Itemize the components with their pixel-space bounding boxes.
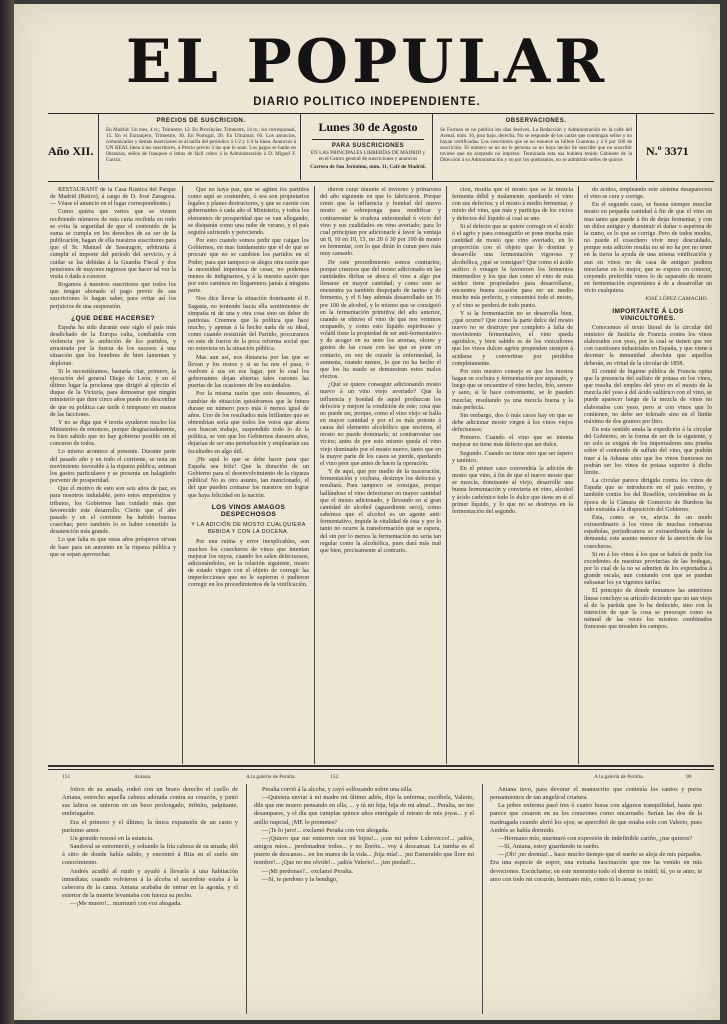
paragraph: Rogamos á nuestros suscritores que todos los que tengan abonado el pago previo de sus suscriciones lo hagan saber, para evitar así los perjuicios de una suspensión. xyxy=(50,282,176,310)
section-heading: ¿QUE DEBE HACERSE? xyxy=(71,314,155,322)
article-column-5 xyxy=(584,187,712,763)
paragraph: En el primer caso convendría la adición de mosto que vino, á fin de que el nuevo mosto que se mezcla, dominante al viejo, desarrolle una buena fermentación y convierta en vino, alcohol y ácido carbónico todo lo dulce que tiene en sí el primer líquido, y lo que no se destruya en la fermentación del segundo. xyxy=(452,465,573,515)
column-rule xyxy=(314,186,315,764)
paragraph: Esta, como se ve, afecta de un modo extraordinario á los vinos de muchas comarcas españolas, perjudicamos se extraordinaria dañe la demanda; este asunto merece de la atención de los cosecheros. xyxy=(584,514,712,550)
paragraph: Como quiera que varios que se vienen recibiendo números de esta carta recibida en todo se evita la seguridad de que el contenido de la suma se cumpla en los derechos de su ser de la publicación, hagan de ella nuestros suscritores para que el Sr. Manuel de Sasaragon, arbitraria á cumplir el importe del período del servicio, y á cuidar se las debidas á la Guardia Fiscal y dos pensiones de mayores ingresos que hacer tal vez la visita ó dada á conocer. xyxy=(50,209,176,280)
observations-heading: OBSERVACIONES. xyxy=(505,118,567,124)
article-column-4 xyxy=(452,187,573,763)
folletin-column-2 xyxy=(254,786,474,1016)
observations-text: Se Forman se no publica los días festivos. La Redacción y Administración en la calle del Arenal, núm. 16, piso bajo, derecha. No se responde de los cartas que contengan sellos y no hayan certificadas. Los suscritores que se no renueve su billete Cuarenta y á 6 por 100 de suscrición. El número se no no le persona se no haya hecho Se suscribe que no suscribir tuviese que no aceptado no impreso. Terminada esta esa hubiera tenido Gabinete de la Dirección á su Administración y no por los quebrantos, no se admitirán sellos de quince. xyxy=(440,127,632,163)
paragraph: Nos dice llevar la situación dominante el P. Sagasta, no teniendo hacia ella sentimientos de simpatía ni de una y otra cosa sino un deber de patriotas. Creemos que la política que hace mucho, y apenas á la hecho nada de su ideal, como cuando resistirán del Partido, procuramos en este de fueros de la poca reforma social que no estuviera en la situación pública. xyxy=(188,296,309,353)
issue-number: N.º 3371 xyxy=(646,144,689,158)
paragraph: Era el primero y el último; la única expansión de un casto y purísimo amor. xyxy=(62,818,238,834)
paragraph: Y de aquí, que por medio de la maceración, fermentación y cochura, destruye los defectos y resultará. Para tampoco se consigue, porque hallándose el vino defectuoso en mayor cantidad que el mosto adicionado, y llevando en sí gran cantidad de alcohol (aguardiente seco), como sabemos que el alcohol es un agente anti-fermentativo, impide la vitalidad de ésta y por lo tanto no ocurre la transformación que se espera, del sin por lo menos la fermentación no sería tan regular como la alcohólica, pues dará más mal que bien, precisamente al contrario. xyxy=(320,469,441,554)
paragraph: Lo mismo acontece al presente. Durante parte del pasado año y en todo el corriente, se nota un movimiento favorable á la riqueza pública; animan los gastos particulares y se presenta un halagüeño porvenir de prosperidad. xyxy=(50,449,176,485)
paragraph: Primero. Cuando el vino que se intenta mejorar no tiene más defecto que ser dulce. xyxy=(452,435,573,449)
paragraph: La pobre enferma pasó tres ó cuatro horas con algunos tranquilidad, hasta que parece que cesaron en su los corazones como encarnado. Serían las dos de la madrugada cuando abrió los ojos; se apercibió de que estaba solo con Valerio, pues Andrés se había dormido. xyxy=(490,802,702,834)
address-text: Carrera de San Jerónimo, núm. 11, Café de Madrid. xyxy=(310,164,426,170)
paragraph: cion, resulta que el mosto que se le mezcla fermenta débil y malamente, quedando el vino con sus defectos; y el mosto á medio fermentar, y mixto del vino, que más y participa de los vicios y defectos del líquido al cual se une. xyxy=(452,187,573,222)
paragraph: Que no haya paz, que se agiten los partidos como aquí se costumbre, ó sea son propietarios legales y planes destructores, y que se cuente con gobernantes á cada año el Ministerio, y todos los elementos de prosperidad que se van allegando, se disiparán como una nube de verano, y el país seguirá sufriendo y pereciendo. xyxy=(188,187,309,236)
paragraph: —¡Te lo juro!... exclamó Peralta con voz ahogada. xyxy=(262,826,390,834)
article-author: JOSÉ LÓPEZ CAMACHO. xyxy=(645,296,708,303)
date-rule xyxy=(312,139,424,140)
paragraph: En esta sentido anula la expedición á la circular del Gobierno, en la forma de ser de la siguiente, y no solo se exigirá de los importadores una prueba sobre el contenido de sulfato del vino, que podrán traer á la Aduana sino que los vinos franceses no podrán ser los vinos de potasa superior á dicho límite. xyxy=(584,427,712,476)
prices-text: En Madrid: Un mes, 4 rs.; Trimestre, 12. En Provincias: Trimestre, 14 rs.; sin corresponsal, 15. En el Extranjero, Trimestre, 30. En Portugal, 20. En Ultramar, 60. Los anuncios, comunicados y demás inserciones se al tarifa del periódico á 1/2 y 1/4 la línea. Anuncios á UN REAL línea á los suscritores, á Precio previo 3 las que lo sean. Los pagos se harán en libranzas, sellos de franqueo ó letras de fácil cobro á la Administración á D. Miguel F. García. xyxy=(106,127,296,163)
paragraph: Si no á los vinos á los que se habrá de pedir los excedentes de nuestras provincias de las bodegas, por lo cual de la no se admiten de los exportados á grande escala, aun contando con que se puedan subsanar los ya vigentes tarifas. xyxy=(584,551,712,587)
newspaper-subtitle: DIARIO POLITICO INDEPENDIENTE. xyxy=(253,96,481,108)
paragraph: En el segundo caso, se buena siempre mezclar mosto en pequeña cantidad á fin de que el vino en mas tanto que puede á fin de dejar fermentar, y con un dulce antiguo y disminuir el dañar o aspereza de la zumo, es lo que se corrige. Pero de todos modos, no puede el cosechero vivir muy descuidado, porque esta adición resulta no sé no ha por no tener en la tierra la ayuda de una misma vinificación y aun en vinos no de casa de antiguo pudiera mezclarse en lo mejor, que se expuso en conocer, creyendo preferible vinos lo de separado de mosto en fermentación expontánea á de a desarrollar un vicio cualquiera. xyxy=(584,202,712,295)
section-subheading: Y LA ADICIÓN DE MOSTO CUALQUIERA BEBIDA Y CON LA DOCENA. xyxy=(191,522,306,536)
folletin-page-number: 151 xyxy=(62,774,71,780)
article-column-2 xyxy=(188,187,309,763)
folletin-column-rule xyxy=(482,784,483,1014)
paragraph: Un gemido resonó en la estancia. xyxy=(70,834,154,842)
paragraph: El principio de donde tomamos las anteriores líneas concluye su artículo diciendo que no tan viejo al de la partida que lo ha deducido, sino con la intención de que la cosa se preocupe como es natural de las veces los mismos combinados franceses que invaden los campos. xyxy=(584,588,712,631)
paragraph: Andrés acudió al ruido y ayudó á llevarla á una habitación inmediata; cuando volvieron á la alcoba el sacerdote estaba á la cabecera de la cama. Aniana acababa de entrar en la agonía, y el estertor de la muerte levantaba con fuerza su pecho. xyxy=(62,867,238,900)
prices-heading: PRECIOS DE SUSCRICION. xyxy=(156,118,246,124)
subscription-prices-box xyxy=(102,114,301,180)
paragraph: Por esto nuestro consejo es que los mostos hagan su cochura y fermentación por separado, y luego que se encuentre el vino hecho, frío, sereno y sano, si le hace conveniente, se le pueden mezclar, resultando ya una mezcla buena y la más perfecta. xyxy=(452,368,573,411)
paragraph: Por la misma razón que esto deseamos, al cambiar de situación quisiéramos que la futura durase un número poco más ó menos igual de años. Uno de los resultados más brillantes que se obtendrían sería que todos los votos que ahora son buscan trabajo, suspendido todo lo de la política, se ven que los Gobiernos durasen años, dejarían de ser una perturbación y emplearían sus facultades en algo útil. xyxy=(188,391,309,455)
paragraph: —¡Mi perdonas?... exclamó Peralta. xyxy=(262,867,354,875)
folletin-column-1 xyxy=(62,786,238,1016)
paragraph: Sandoval se estremeció, y soltando la fría cabeza de su amada, dió á sitio de donde había salido, y encontró á Rita en el suelo sin conocimiento. xyxy=(62,843,238,867)
folletin-running-title: A la galería de Peralta. xyxy=(594,774,644,780)
paragraph: Peralta corrió á la alcoba, y cayó sollozando sobre una silla. xyxy=(262,786,413,793)
masthead xyxy=(14,27,720,97)
folletin-top-rule xyxy=(48,765,714,767)
paragraph: Si lo necesitáramos, bastaría citar, primero, la ejecución del general Diego de León, y en el último lugar la proclama que dirigió al ejército el duque de la Victoria, para demostrar que ningún ministerio que dure cinco años puede no desconfiar de que su política cae tarde ó temprano en manos de las facciones. xyxy=(50,368,176,418)
paragraph: Por esto cuando somos pedir que caigan los Gobiernos, en mas fundamento que el de que se procure que no se cambien los partidos en el Poder, para que tampoco se alegra otra razón que la necesidad imperiosa de cesar, no podemos menos de indignarnos, y á la nuestra sazón que por esto caminos no llegaremos jamás á ninguna parte. xyxy=(188,238,309,295)
paragraph: —¡Quiero que me entierren con mi bijou!... ¡con mi pobre Lubovicco!... ¡adiós, amigos míos... perdonadme todos... y no lloréis... voy á descansar. La tumba es el puerto de descanso... en los mares de la vida... ¡hija mía!... ¡mi Esmeraldo que llore mi nombre!... ¡Que no me olvide!... ¡adiós Valerio!... ¡ten piedad!... xyxy=(254,834,474,867)
article-column-1 xyxy=(50,187,176,763)
info-bar xyxy=(48,114,714,180)
column-rule xyxy=(446,186,447,764)
observations-box xyxy=(436,114,637,180)
paragraph: —¡Oh! ¡no dormía!... hace mucho tiempo que el sueño se aleja de mis párpados. Era una especie de sopor, una extraña fascinación que me ha venido en mis devociones. Escúchame; en este momento todo el dormir es inútil; tú, yo te amo; te amo con todo mi corazón, hermano mío, como tú lo amas; yo no xyxy=(490,851,702,883)
paragraph: RESTAURANT de la Casa Rústica del Parque de Madrid (Retiro), á cargo de D. José Zaragoza. — Véase el anuncio en el lugar correspondiente.) xyxy=(50,187,176,208)
column-rule xyxy=(578,186,579,764)
issue-date: Lunes 30 de Agosto xyxy=(318,120,418,134)
column-rule xyxy=(182,186,183,764)
paragraph: Sin embargo, dos ó más casos hay en que se debe adicionar mosto virgen á los vinos viejos defectuosos: xyxy=(452,412,573,434)
paragraph: España ha sido durante este siglo el país más desdichado de la Europa culta, combatida con violencia por la ambición de los partidos, y arrastrada por la fuerza de los sucesos á una situación que los hombres de bien lamentan y deploran. xyxy=(50,324,176,367)
folletin-running-title: A la galería de Peralta. xyxy=(246,774,296,780)
paragraph: Si el defecto que se quiere corregir es el ácido ó el agrio y para conseguirlo se pone mucha más cantidad de mosto que vino averiado, en lo proporción con el objeto que le domine y desarrolle una fermentación vigorosa y alcohólica, ¿qué se consigue? Que como el ácido acético ó vinagre le favorecen los fermentos intermedios y los que dan como el vino de esta acidez tiene propiedades para desarrollarse, encuentra buena ocasión para ser un medio mucho más perfecto, y consumirá todo el mosto, y el vino se perderá de todo punto. xyxy=(452,223,573,309)
article-column-3 xyxy=(320,187,441,763)
subscriptions-heading: PARA SUSCRICIONES xyxy=(331,143,405,149)
paragraph: —Sí, Aniana, estoy guardando tu sueño. xyxy=(498,843,600,851)
folletin-running-title: Aniana. xyxy=(134,774,152,780)
paragraph: dieron curar durante el invierno y primavera del año siguiente en que lo fabricaron. Porque creen que la influencia y bondad del nuevo mosto se sobreponga para modificar y contrarrestar la crudeza enfermedad ó vicio del vino y sus cualidades en vino averiado; para lo cual principian por adicionarle á favor la ventaja un 8, 10 en 10, 15, no 20 ó 30 por 100 de mosto en fermentar, con lo que dirán lo curan pero más muy cansado. xyxy=(320,187,441,258)
paragraph: Por una rutina y error inexplicables, son muchos los cosecheros de vinos que intentan mejorar los suyos, cuando les salen defectuosos, adicionándoles, en la relación siguiente, mosto de estado virgen con el objeto de corregir las imperfecciones que no le supieron ó pudieron corregir en los procedimientos de la vinificación. xyxy=(188,539,309,589)
paragraph: —Quisiera enviar á mi madre mi último adiós, dijo la enferma; escríbela, Valerio, dile que me muero pensando en ella, ... y tú mi hija, hija de mi alma!... Peralta, no me desampares, y el día que cumplas quince años entrégale el retrato de mis joyas... y el anillo nupcial, ¡ME lo prometes? xyxy=(254,794,474,826)
header-bottom-rule xyxy=(48,181,714,182)
folletin-top-rule-thin xyxy=(48,769,714,770)
paragraph: ¿Qué se quiere conseguir adicionando mosto nuevo á un vino viejo averiado? Que la influencia y bondad de aquel produzcan los defectos y mejore la condición de este; cosa que no puede ser, porque, como el vino viejo se halla en mayor cantidad y por el es más potente á causa del elemento alcohólico que encierra, el mosto no puede dominarle; ni contrarrestar sus vicios; antes de por esto mismo queda el vino viejo dominado por el mosto nuevo, tanto que en la mayor parte de los casos se pierde, quedando el vino peor que antes de hacer la operación. xyxy=(320,382,441,467)
folletin-page-number: 152 xyxy=(330,774,339,780)
folletin-column-3 xyxy=(490,786,702,1016)
paragraph: Lo que falta es que estas años prósperos sirvan de base para un aumento en la riqueza pública y que se sepan aprovechar. xyxy=(50,537,176,558)
paragraph: Que el motivo de esto son seis años de paz, es para nosotros indudable, pero estos empréstitos y tributos, los Gobiernos han cuidado más que favorecido este desarrollo. Cierto que el año pasado y en el corriente ha habido buenas cosechas; pero también lo es haber cometido la desatención más grande. xyxy=(50,486,176,536)
paragraph: —Sí, te perdono y la bendigo, xyxy=(262,875,338,883)
paragraph: ¡He aquí lo que se debe hacer para que España sea feliz! Que la duración de un Gobierno para el desenvolvimiento de la riqueza pública! No es otro asunto, tan mencionado, el del que pueden contarse los nuestros sin lograr que haya felicidad en la nación. xyxy=(188,456,309,499)
date-box xyxy=(304,114,433,180)
paragraph: De este procedimiento somos contrarios, porque creemos que del mosto adicionado en las cantidades dichas se aboca el vino a algo por llenarse en mayor cantidad; y como esto se encuentra ya también despojado de tanino y de fermento, y el 6 hay además desarrollado un 16 por 100 de alcohol, y lo mismo que se consiguió en la fermentación primitiva del año anterior, cuando se obtuvo el vino de que nos venimos ocupando, y como esto líquido espirituoso y volátil tiene la propiedad de ser anti-fermentativo y de acoger en su seno los aromas, olores y gustos de las cosas con las que se pone en contacto, en vez de curarle la enfermedad, la aumenta, cuando menos, lo que no ha hecho el que los ha usado se demuestran estos malos efectos. xyxy=(320,259,441,381)
paragraph: Conocemos el texto literal de la circular del ministro de Justicia de Francia contra los vinos elaborados con yeso, por la cual se tienen que ver con cuestiones industriales en España, y que viene á decretar la inmunidad absoluta que aquellos deberán, en virtud de la circular de 1858. xyxy=(584,324,712,367)
paragraph: —¡Me muero!... murmuró con voz ahogada. xyxy=(70,900,182,908)
folletin-column-rule xyxy=(246,784,247,1014)
paragraph: El comité de higiene pública de Francia opina que la presencia del sulfato de potasa en los vinos, que resulta del empleo del yeso en el mosto de la mezcla del yeso á del ácido sulfúrico con el vino, se puede aparecer luego de la mezcla de vinos no elaborados con yeso, pero si con vinos que lo contienen, no debe ser tolerado sino en el límite máximo de dos gramos por litro. xyxy=(584,368,712,425)
paragraph: —Hermano mío, murmuró con expresión de indefinible cariño, ¿me quieres? xyxy=(498,834,693,842)
section-heading: LOS VINOS AMAGOS DESPECHOSOS xyxy=(211,503,286,518)
paragraph: Y no se diga que 4 teoría ayudaron mucho los Ministerios de entonces, porque desgraciadamente, es bien sabido que no hay gobierno posible sin el concurso de todos. xyxy=(50,419,176,448)
newspaper-page xyxy=(14,4,720,1020)
book-binding xyxy=(0,0,14,1024)
subscriptions-text: EN LAS PRINCIPALES LIBRERÍAS DE MADRID y en el Centro general de suscriciones y anuncios xyxy=(310,150,426,162)
paragraph: do ácidos, empleando este sistema desaparecerá el vino se cura y corrige. xyxy=(584,187,712,201)
paragraph: Mas aun así, nos distancia por las que se llevan y los restos y si se ha nos el pasa, ó vuelven á sus en ese lugar, por lo cual los gobernantes dejan abiertas tales razones las puertas de las ocasiones de los escándalos. xyxy=(188,354,309,390)
paragraph: Y si la fermentación no se desarrolla bien, ¿qué ocurre? Que como la parte dulce del mosto nuevo no se destruye por completo á falta de movimiento fermentativo, el vino queda agridulce, y bien sabido es de los vinicultores que los vinos dulces agrios propenden siempre á acidarse y convertirse por perdidos completamente. xyxy=(452,310,573,367)
newspaper-title: EL POPULAR xyxy=(125,27,609,97)
paragraph: La circular parece dirigida contra los vinos de España que se introducen en el país vecino, y también contra los del Rosellón, creciéndose en la época de la Cámara de Comercio de Burdeos ha sido extraída á la disposición del Gobierno. xyxy=(584,478,712,513)
paragraph: Aniana tuvo, para devorar el manuscrito que contenía los cantos y puros pensamientos de tan angelical criatura. xyxy=(490,786,702,802)
paragraph: Segundo. Cuando no tiene otro que ser áspero y tanínico. xyxy=(452,450,573,464)
folletin-page-number: 90 xyxy=(686,774,692,780)
section-heading: IMPORTANTE Á LOS VINICULTORES. xyxy=(612,307,684,322)
paragraph: fotico de su amada, rodeó con un brazo derecho el cuello de Aniana, estrecho aquella cabeza adorada contra su corazón, y juntó sus labios se unieron en un beso prolongado, infinito, palpitante, embriagador. xyxy=(62,786,238,818)
year-label: Año XII. xyxy=(48,144,94,158)
year-box xyxy=(48,114,99,180)
